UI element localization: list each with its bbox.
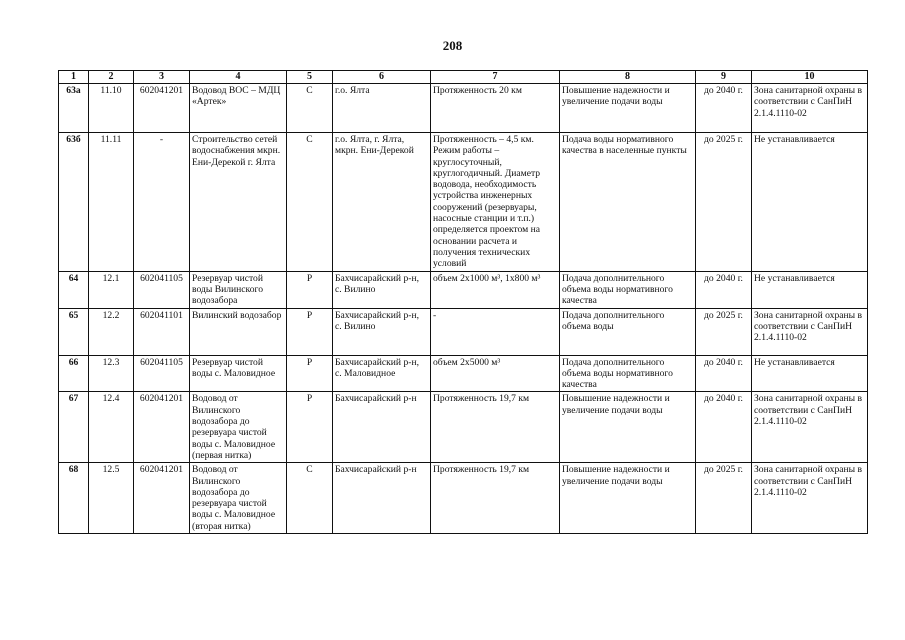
object-location: Бахчисарайский р-н, с. Маловидное xyxy=(333,355,431,392)
column-header: 8 xyxy=(560,71,696,84)
object-code: 602041201 xyxy=(134,463,190,534)
object-name: Водовод ВОС – МДЦ «Артек» xyxy=(190,84,287,133)
row-number: 68 xyxy=(59,463,89,534)
object-term: до 2040 г. xyxy=(696,84,752,133)
column-header: 4 xyxy=(190,71,287,84)
item-number: 12.1 xyxy=(89,271,134,308)
page-number: 208 xyxy=(442,38,463,53)
object-parameters: Протяженность 20 км xyxy=(431,84,560,133)
object-parameters: - xyxy=(431,308,560,355)
object-name: Резервуар чистой воды с. Маловидное xyxy=(190,355,287,392)
protection-zone: Зона санитарной охраны в соответствии с СанПиН 2.1.4.1110-02 xyxy=(752,392,868,463)
column-header: 9 xyxy=(696,71,752,84)
column-header: 10 xyxy=(752,71,868,84)
object-location: Бахчисарайский р-н, с. Вилино xyxy=(333,308,431,355)
protection-zone: Не устанавливается xyxy=(752,355,868,392)
object-code: 602041201 xyxy=(134,84,190,133)
column-header: 2 xyxy=(89,71,134,84)
object-location: г.о. Ялта, г. Ялта, мкрн. Ени-Дерекой xyxy=(333,133,431,272)
object-term: до 2040 г. xyxy=(696,392,752,463)
object-term: до 2040 г. xyxy=(696,355,752,392)
object-name: Резервуар чистой воды Вилинского водозабора xyxy=(190,271,287,308)
row-number: 63а xyxy=(59,84,89,133)
column-header: 7 xyxy=(431,71,560,84)
table-row xyxy=(59,355,868,392)
protection-zone: Зона санитарной охраны в соответствии с СанПиН 2.1.4.1110-02 xyxy=(752,84,868,133)
object-type: Р xyxy=(287,392,333,463)
header-row xyxy=(59,71,868,84)
object-parameters: Протяженность – 4,5 км. Режим работы – круглосуточный, круглогодичный. Диаметр водовода, необходимость устройства инженерных сооружений (резервуары, насосные станции и т.п.) определяется проектом на основании расчета и получения технических условий xyxy=(431,133,560,272)
object-parameters: Протяженность 19,7 км xyxy=(431,392,560,463)
object-parameters: объем 2х1000 м³, 1х800 м³ xyxy=(431,271,560,308)
object-parameters: объем 2х5000 м³ xyxy=(431,355,560,392)
column-header: 6 xyxy=(333,71,431,84)
row-number: 65 xyxy=(59,308,89,355)
object-location: Бахчисарайский р-н, с. Вилино xyxy=(333,271,431,308)
item-number: 12.5 xyxy=(89,463,134,534)
table-row xyxy=(59,308,868,355)
protection-zone: Не устанавливается xyxy=(752,271,868,308)
objects-table xyxy=(58,70,868,534)
table-row xyxy=(59,463,868,534)
table-row xyxy=(59,133,868,272)
object-code: 602041105 xyxy=(134,271,190,308)
column-header: 1 xyxy=(59,71,89,84)
object-type: С xyxy=(287,463,333,534)
object-type: С xyxy=(287,133,333,272)
object-location: Бахчисарайский р-н xyxy=(333,392,431,463)
object-purpose: Повышение надежности и увеличение подачи воды xyxy=(560,392,696,463)
object-purpose: Повышение надежности и увеличение подачи воды xyxy=(560,463,696,534)
protection-zone: Не устанавливается xyxy=(752,133,868,272)
column-header: 5 xyxy=(287,71,333,84)
object-purpose: Подача дополнительного объема воды xyxy=(560,308,696,355)
row-number: 64 xyxy=(59,271,89,308)
object-type: Р xyxy=(287,355,333,392)
object-purpose: Подача дополнительного объема воды нормативного качества xyxy=(560,355,696,392)
row-number: 66 xyxy=(59,355,89,392)
object-purpose: Подача дополнительного объема воды нормативного качества xyxy=(560,271,696,308)
object-term: до 2040 г. xyxy=(696,271,752,308)
object-type: Р xyxy=(287,308,333,355)
object-location: г.о. Ялта xyxy=(333,84,431,133)
table-row xyxy=(59,84,868,133)
object-term: до 2025 г. xyxy=(696,133,752,272)
object-type: Р xyxy=(287,271,333,308)
row-number: 63б xyxy=(59,133,89,272)
object-name: Водовод от Вилинского водозабора до резервуара чистой воды с. Маловидное (вторая нитка) xyxy=(190,463,287,534)
object-code: - xyxy=(134,133,190,272)
object-term: до 2025 г. xyxy=(696,308,752,355)
object-name: Водовод от Вилинского водозабора до резервуара чистой воды с. Маловидное (первая нитка) xyxy=(190,392,287,463)
object-purpose: Подача воды нормативного качества в населенные пункты xyxy=(560,133,696,272)
item-number: 12.2 xyxy=(89,308,134,355)
object-type: С xyxy=(287,84,333,133)
item-number: 12.4 xyxy=(89,392,134,463)
object-code: 602041105 xyxy=(134,355,190,392)
table-row xyxy=(59,392,868,463)
item-number: 11.10 xyxy=(89,84,134,133)
object-parameters: Протяженность 19,7 км xyxy=(431,463,560,534)
object-name: Строительство сетей водоснабжения мкрн. Ени-Дерекой г. Ялта xyxy=(190,133,287,272)
object-purpose: Повышение надежности и увеличение подачи воды xyxy=(560,84,696,133)
object-code: 602041101 xyxy=(134,308,190,355)
protection-zone: Зона санитарной охраны в соответствии с СанПиН 2.1.4.1110-02 xyxy=(752,308,868,355)
object-term: до 2025 г. xyxy=(696,463,752,534)
object-location: Бахчисарайский р-н xyxy=(333,463,431,534)
object-code: 602041201 xyxy=(134,392,190,463)
table-row xyxy=(59,271,868,308)
object-name: Вилинский водозабор xyxy=(190,308,287,355)
row-number: 67 xyxy=(59,392,89,463)
protection-zone: Зона санитарной охраны в соответствии с СанПиН 2.1.4.1110-02 xyxy=(752,463,868,534)
item-number: 11.11 xyxy=(89,133,134,272)
item-number: 12.3 xyxy=(89,355,134,392)
column-header: 3 xyxy=(134,71,190,84)
